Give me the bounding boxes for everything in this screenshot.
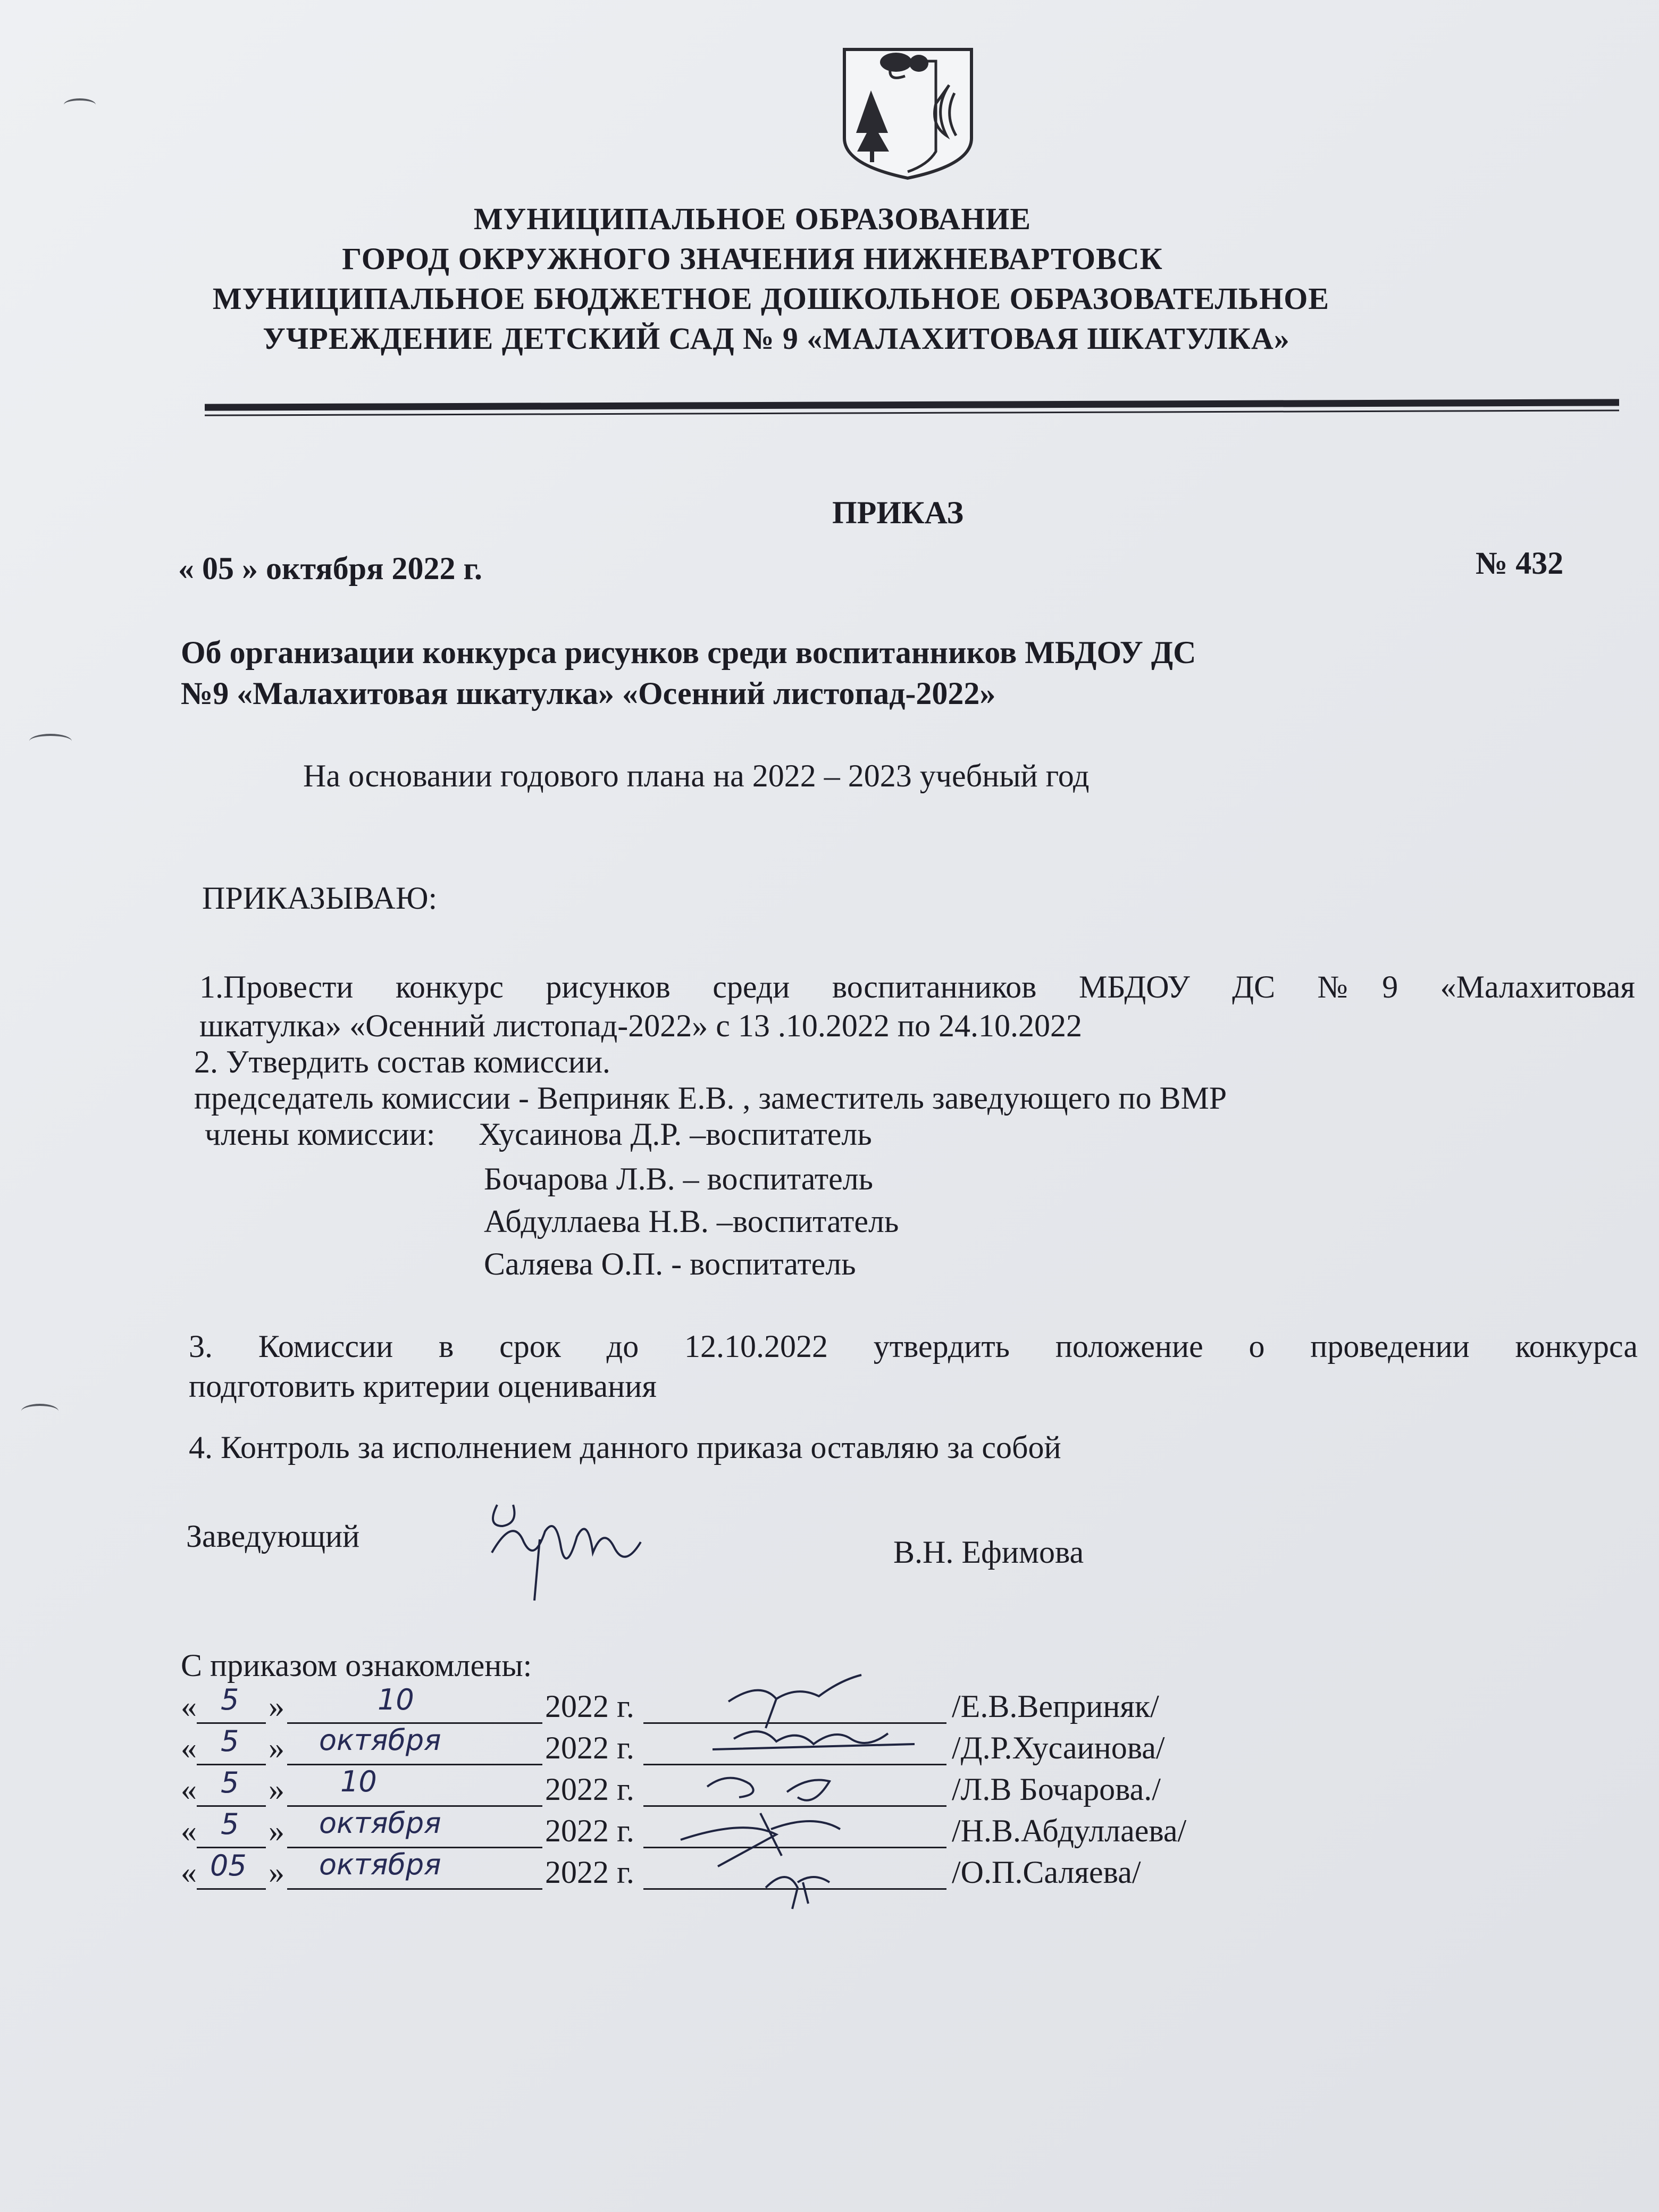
item-4: 4. Контроль за исполнением данного приказа оставляю за собой — [189, 1430, 1061, 1465]
ack-day: 5 — [221, 1724, 239, 1758]
coat-of-arms-icon — [840, 45, 976, 181]
order-basis: На основании годового плана на 2022 – 2023 учебный год — [303, 758, 1090, 793]
members-label: члены комиссии: — [205, 1117, 435, 1152]
signer-name: В.Н. Ефимова — [893, 1535, 1084, 1570]
ack-day: 5 — [221, 1683, 239, 1716]
acknowledgement-title: С приказом ознакомлены: — [181, 1648, 532, 1683]
item-3-line-1: 3. Комиссии в срок до 12.10.2022 утвердить положение о проведении конкурса — [189, 1329, 1638, 1364]
member-1: Хусаинова Д.Р. –воспитатель — [479, 1117, 872, 1152]
item-2: 2. Утвердить состав комиссии. — [194, 1044, 610, 1079]
header-line-4: УЧРЕЖДЕНИЕ ДЕТСКИЙ САД № 9 «МАЛАХИТОВАЯ ШКАТУЛКА» — [263, 321, 1290, 356]
order-command: ПРИКАЗЫВАЮ: — [202, 881, 438, 916]
item-3-line-2: подготовить критерии оценивания — [189, 1369, 657, 1404]
ack-name: /Л.В Бочарова./ — [952, 1772, 1161, 1807]
ack-day: 5 — [221, 1807, 239, 1841]
ack-name: /Н.В.Абдуллаева/ — [952, 1813, 1187, 1848]
ack-year: 2022 г. — [545, 1689, 634, 1724]
order-subject-line-2: №9 «Малахитовая шкатулка» «Осенний листопад-2022» — [181, 676, 996, 711]
ack-month: октября — [319, 1723, 441, 1757]
item-1-line-1: 1.Провести конкурс рисунков среди воспитанников МБДОУ ДС №9 «Малахитовая — [199, 969, 1635, 1004]
header-line-3: МУНИЦИПАЛЬНОЕ БЮДЖЕТНОЕ ДОШКОЛЬНОЕ ОБРАЗОВАТЕЛЬНОЕ — [212, 281, 1330, 316]
header-line-1: МУНИЦИПАЛЬНОЕ ОБРАЗОВАНИЕ — [473, 202, 1032, 236]
ack-year: 2022 г. — [545, 1772, 634, 1807]
ack-name: /Д.Р.Хусаинова/ — [952, 1730, 1165, 1765]
order-title: ПРИКАЗ — [832, 495, 964, 530]
order-date: « 05 » октября 2022 г. — [178, 551, 483, 586]
ack-year: 2022 г. — [545, 1813, 634, 1848]
member-4: Саляева О.П. - воспитатель — [484, 1246, 856, 1281]
member-2: Бочарова Л.В. – воспитатель — [484, 1161, 874, 1196]
item-1-line-2: шкатулка» «Осенний листопад-2022» с 13 .10.2022 по 24.10.2022 — [199, 1008, 1082, 1043]
ack-month: 10 — [378, 1683, 414, 1716]
ack-name: /О.П.Саляева/ — [952, 1855, 1141, 1890]
order-subject-line-1: Об организации конкурса рисунков среди воспитанников МБДОУ ДС — [181, 635, 1196, 670]
ack-name: /Е.В.Веприняк/ — [952, 1689, 1159, 1724]
document-page: МУНИЦИПАЛЬНОЕ ОБРАЗОВАНИЕ ГОРОД ОКРУЖНОГО ЗНАЧЕНИЯ НИЖНЕВАРТОВСК МУНИЦИПАЛЬНОЕ БЮДЖЕТНОЕ ДОШКОЛЬНОЕ ОБРАЗОВАТЕЛЬНОЕ УЧРЕЖДЕНИЕ ДЕТСКИЙ САД № 9 «МАЛАХИТОВАЯ ШКАТУЛКА» ПРИКАЗ « 05 » октября 2022 г. № 432 Об организации конкурса рисунков среди воспитанников МБДОУ ДС №9 «Малахитовая шкатулка» «Осенний листопад-2022» На основании годового плана на 2022 – 2023 учебный год ПРИКАЗЫВАЮ: 1.Провести конкурс рисунков среди воспитанников МБДОУ ДС №9 «Малахитовая шкатулка» «Осенний листопад-2022» с 13 .10.2022 по 24.10.2022 2. Утвердить состав комиссии. председатель комиссии - Веприняк Е.В. , заместитель заведующего по ВМР члены комиссии: Хусаинова Д.Р. –воспитатель Бочарова Л.В. – воспитатель Абдуллаева Н.В. –воспитатель Саляева О.П. - воспитатель 3. Комиссии в срок до 12.10.2022 утвердить положение о проведении конкурса подготовить критерии оценивания 4. Контроль за исполнением данного приказа оставляю за собой Заведующий В.Н. Ефимова С приказом ознакомлены: « 5 » 10 2022 г. /Е.В.Веприняк/ « 5 » октября 2022 г. /Д.Р.Хусаинова/ « 5 » 10 2022 г. /Л.В Бочарова./ « 5 » октября 2022 г. /Н.В.Абдуллаева/ « 05 » октября 2022 г. /О.П.Саляева/ — [0, 0, 1659, 2212]
acknowledgement-signatures-icon — [638, 1670, 925, 1946]
margin-mark — [29, 734, 72, 749]
ack-month: 10 — [340, 1765, 377, 1798]
margin-mark — [21, 1404, 58, 1419]
header-line-2: ГОРОД ОКРУЖНОГО ЗНАЧЕНИЯ НИЖНЕВАРТОВСК — [342, 241, 1163, 276]
ack-year: 2022 г. — [545, 1730, 634, 1765]
ack-day: 05 — [210, 1849, 247, 1882]
header-rule-thick — [205, 399, 1619, 410]
member-3: Абдуллаева Н.В. –воспитатель — [484, 1204, 899, 1239]
ack-month: октября — [319, 1806, 441, 1840]
commission-chair: председатель комиссии - Веприняк Е.В. , заместитель заведующего по ВМР — [194, 1080, 1227, 1116]
margin-mark — [64, 98, 96, 111]
ack-year: 2022 г. — [545, 1855, 634, 1890]
ack-month: октября — [319, 1848, 441, 1881]
order-number: № 432 — [1476, 546, 1564, 581]
ack-day: 5 — [221, 1766, 239, 1799]
handwritten-signature-icon — [481, 1494, 662, 1606]
signer-position: Заведующий — [186, 1519, 360, 1554]
header-rule-thin — [205, 409, 1619, 416]
